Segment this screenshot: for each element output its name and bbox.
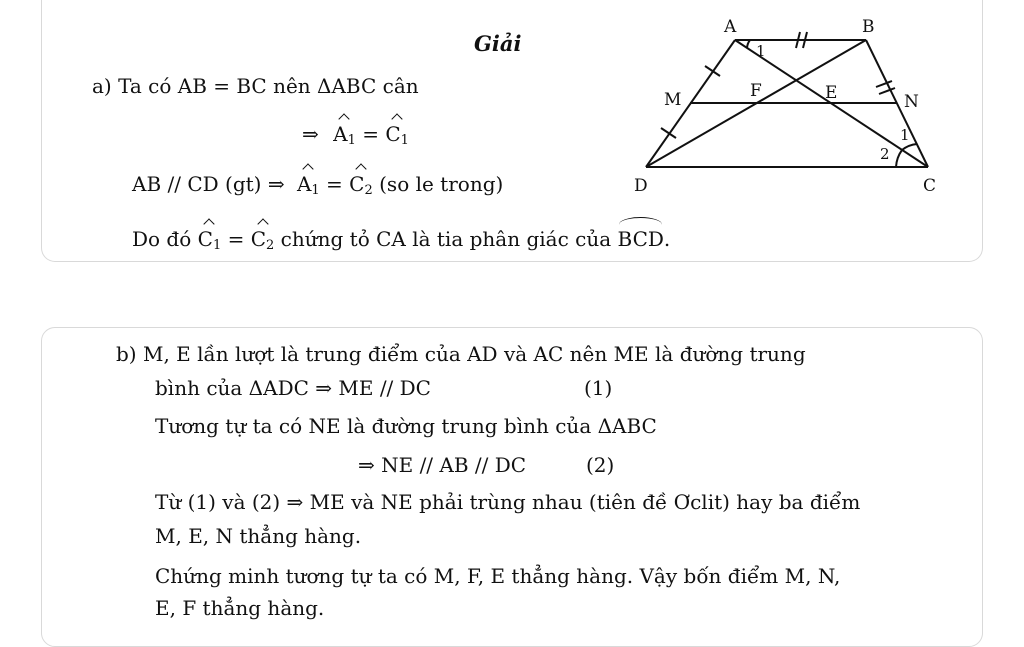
part-a-line-2: ⇒ $A_1 = C_1$ bbox=[302, 122, 409, 153]
label-f: F bbox=[750, 81, 762, 101]
angle-bcd: BCD bbox=[617, 227, 664, 251]
solution-title: Giải bbox=[474, 31, 522, 56]
label-b: B bbox=[862, 17, 875, 37]
tick-am bbox=[705, 66, 720, 76]
label-n: N bbox=[904, 92, 919, 112]
part-b-line-2: bình của ΔADC ⇒ ME // DC bbox=[155, 376, 431, 400]
angle-c2-b: $C_2$ bbox=[251, 227, 275, 258]
angle-c1: $C_1$ bbox=[385, 122, 409, 153]
label-e: E bbox=[825, 83, 838, 103]
angle-arc-a bbox=[747, 40, 750, 48]
part-b-ref-1: (1) bbox=[584, 376, 613, 400]
angle-a1: $A_1$ bbox=[333, 122, 356, 153]
part-b-line-6: M, E, N thẳng hàng. bbox=[155, 524, 362, 548]
angle-label-c2: 2 bbox=[880, 145, 890, 163]
part-a-line-3: AB // CD (gt) ⇒ $A_1 = C_2$ (so le trong) bbox=[132, 172, 503, 203]
part-b-line-5: Từ (1) và (2) ⇒ ME và NE phải trùng nhau (tiên đề Ơclit) hay ba điểm bbox=[155, 490, 861, 514]
part-b-line-8: E, F thẳng hàng. bbox=[155, 596, 325, 620]
part-b-ref-2: (2) bbox=[586, 453, 615, 477]
angle-arc-c2 bbox=[896, 150, 902, 167]
label-c: C bbox=[923, 176, 937, 196]
part-b-line-7: Chứng minh tương tự ta có M, F, E thẳng hàng. Vậy bốn điểm M, N, bbox=[155, 564, 841, 588]
part-b-line-3: Tương tự ta có NE là đường trung bình của ΔABC bbox=[155, 414, 657, 438]
part-a-line-4: Do đó $C_1 = C_2$ chứng tỏ CA là tia phân giác của BCD. bbox=[132, 227, 670, 258]
angle-c1-b: $C_1$ bbox=[198, 227, 222, 258]
angle-arc-c1 bbox=[902, 144, 917, 150]
part-b-line-1: b) M, E lần lượt là trung điểm của AD và AC nên ME là đường trung bbox=[116, 342, 806, 366]
angle-a1-b: $A_1$ bbox=[297, 172, 320, 203]
trapezoid-figure bbox=[630, 14, 960, 199]
label-a: A bbox=[724, 17, 737, 37]
angle-label-c1: 1 bbox=[900, 126, 910, 144]
part-a-line-1: a) Ta có AB = BC nên ΔABC cân bbox=[92, 74, 419, 98]
label-d: D bbox=[634, 176, 648, 196]
part-b-line-4: ⇒ NE // AB // DC bbox=[358, 453, 527, 477]
angle-label-a1: 1 bbox=[756, 42, 766, 60]
angle-c2: $C_2$ bbox=[349, 172, 373, 203]
label-m: M bbox=[664, 90, 682, 110]
implies-arrow: ⇒ bbox=[302, 122, 319, 146]
